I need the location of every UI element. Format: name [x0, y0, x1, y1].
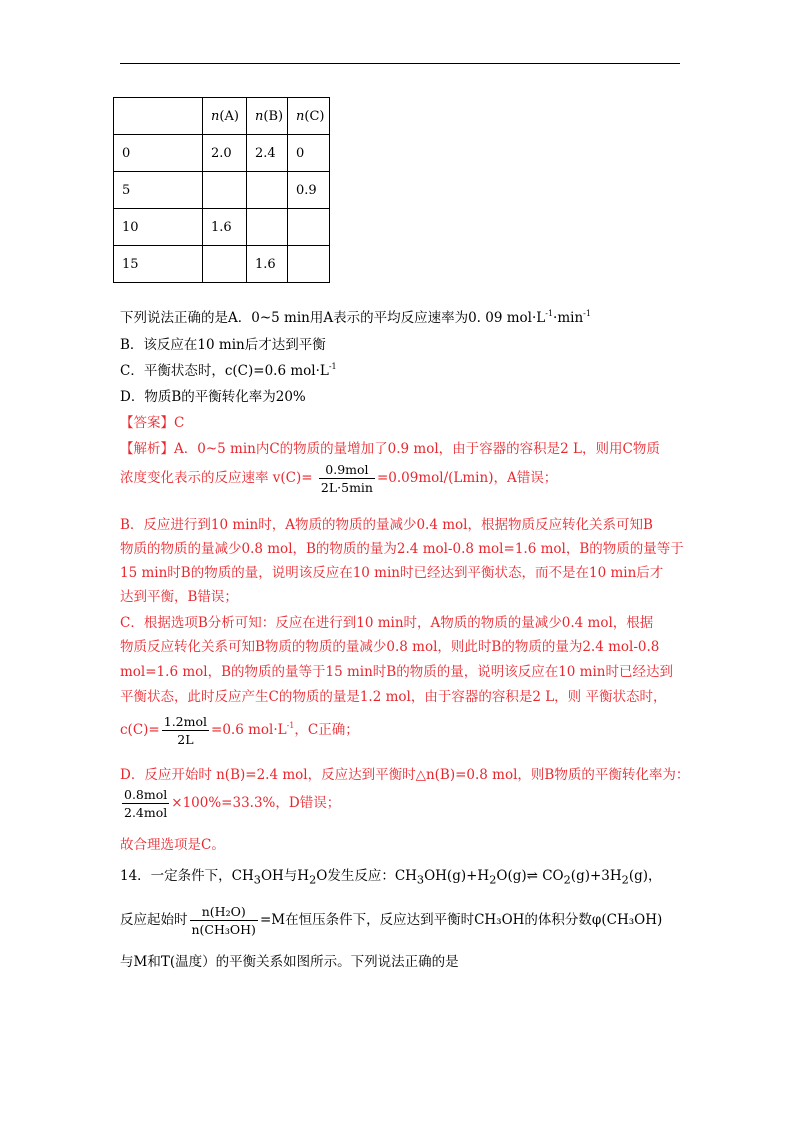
concentration-fraction: $\frac{\text{1.2mol}}{2L}$	[163, 714, 208, 747]
table-cell	[114, 98, 203, 135]
ratio-fraction: $\frac{\text{n(H₂O)}}{\text{n(CH₃OH)}}$	[191, 904, 256, 937]
analysis-b-line2: 物质的物质的量减少0.8 mol，B的物质的量为2.4 mol-0.8 mol=1.6 mol，B的物质的量等于	[120, 541, 684, 557]
analysis-d-line1: D．反应开始时 n(B)=2.4 mol，反应达到平衡时△n(B)=0.8 mol，则B物质的平衡转化率为：	[120, 767, 690, 783]
analysis-c-line1: C．根据选项B分析可知：反应在进行到10 min时，A物质的物质的量减少0.4 mol，根据	[120, 615, 654, 631]
analysis-b-line1: B．反应进行到10 min时，A物质的物质的量减少0.4 mol，根据物质反应转化关系可知B	[120, 517, 653, 533]
table-row	[114, 209, 330, 246]
analysis-a-line1: 【解析】A．0~5 min内C的物质的量增加了0.9 mol，由于容器的容积是2 L，则用C物质	[120, 441, 660, 457]
table-cell: 0	[288, 135, 330, 172]
table-cell	[288, 246, 330, 283]
table-cell: 1.6	[247, 246, 288, 283]
table-cell: 0	[114, 135, 203, 172]
analysis-c-line2: 物质反应转化关系可知B物质的物质的量减少0.8 mol，则此时B的物质的量为2.4 mol-0.8	[120, 639, 660, 655]
table-header-row	[114, 98, 330, 135]
analysis-a-line2: 浓度变化表示的反应速率 v(C)= $\frac{\text{0.9mol}}{2L\cdot 5\min}$ =0.09mol/(Lmin)，A错误；	[120, 462, 558, 495]
rate-fraction: $\frac{\text{0.9mol}}{2L\cdot 5\min}$	[320, 462, 373, 495]
data-table	[113, 97, 330, 283]
q14-line2: 反应起始时 $\frac{\text{n(H₂O)}}{\text{n(CH₃OH)}}$ =M在恒压条件下，反应达到平衡时CH₃OH的体积分数φ(CH₃OH)	[120, 904, 663, 937]
analysis-c-line3: mol=1.6 mol，B的物质的量等于15 min时B的物质的量，说明该反应在10 min时已经达到	[120, 664, 673, 680]
table-cell: 2.0	[203, 135, 247, 172]
table-row	[114, 246, 330, 283]
table-cell	[203, 172, 247, 209]
conversion-fraction: $\frac{\text{0.8mol}}{\text{2.4mol}}$	[124, 787, 168, 820]
table-cell	[288, 209, 330, 246]
answer-label: 【答案】C	[120, 415, 185, 431]
table-row	[114, 135, 330, 172]
analysis-b-line3: 15 min时B的物质的量，说明该反应在10 min时已经达到平衡状态，而不是在10 min后才	[120, 565, 664, 581]
table-cell	[247, 209, 288, 246]
analysis-d-line2: $\frac{\text{0.8mol}}{\text{2.4mol}}$ ×100%=33.3%，D错误；	[124, 787, 341, 820]
table-cell: 0.9	[288, 172, 330, 209]
table-cell	[247, 172, 288, 209]
table-header-nC: n(C)	[288, 98, 330, 135]
q14-line3: 与M和T(温度）的平衡关系如图所示。下列说法正确的是	[120, 954, 459, 970]
option-c: C．平衡状态时，c(C)=0.6 $mol\cdot L^{-1}$	[120, 362, 337, 379]
header-rule	[120, 63, 680, 64]
option-d: D．物质B的平衡转化率为20%	[120, 389, 306, 405]
option-b: B．该反应在10 min后才达到平衡	[120, 337, 326, 353]
table-cell: 10	[114, 209, 203, 246]
table-row	[114, 172, 330, 209]
table-cell	[203, 246, 247, 283]
table-cell: 15	[114, 246, 203, 283]
table-cell: 1.6	[203, 209, 247, 246]
table-header-nA: n(A)	[203, 98, 247, 135]
table-cell: 5	[114, 172, 203, 209]
table-cell: 2.4	[247, 135, 288, 172]
analysis-conclusion: 故合理选项是C。	[120, 837, 225, 853]
q14-line1: 14．一定条件下，$CH_3OH$与$H_2O$发生反应：$CH_3OH(g)+H_2O(g)\rightleftharpoons$ $CO_2(g)+3H_2(g)$，	[120, 868, 662, 887]
analysis-b-line4: 达到平衡，B错误；	[120, 589, 238, 605]
question-stem: 下列说法正确的是A．0~5 min用A表示的平均反应速率为0. 09 $mol\cdot L^{-1}\cdot\min^{-1}$	[120, 309, 591, 326]
table-header-nB: n(B)	[247, 98, 288, 135]
analysis-c-line4: 平衡状态，此时反应产生C的物质的量是1.2 mol，由于容器的容积是2 L，则 平衡状态时，	[120, 689, 667, 705]
analysis-c-line5: c(C)= $\frac{\text{1.2mol}}{2L}$ =0.6 $mol\cdot L^{-1}$，C正确；	[120, 714, 359, 747]
